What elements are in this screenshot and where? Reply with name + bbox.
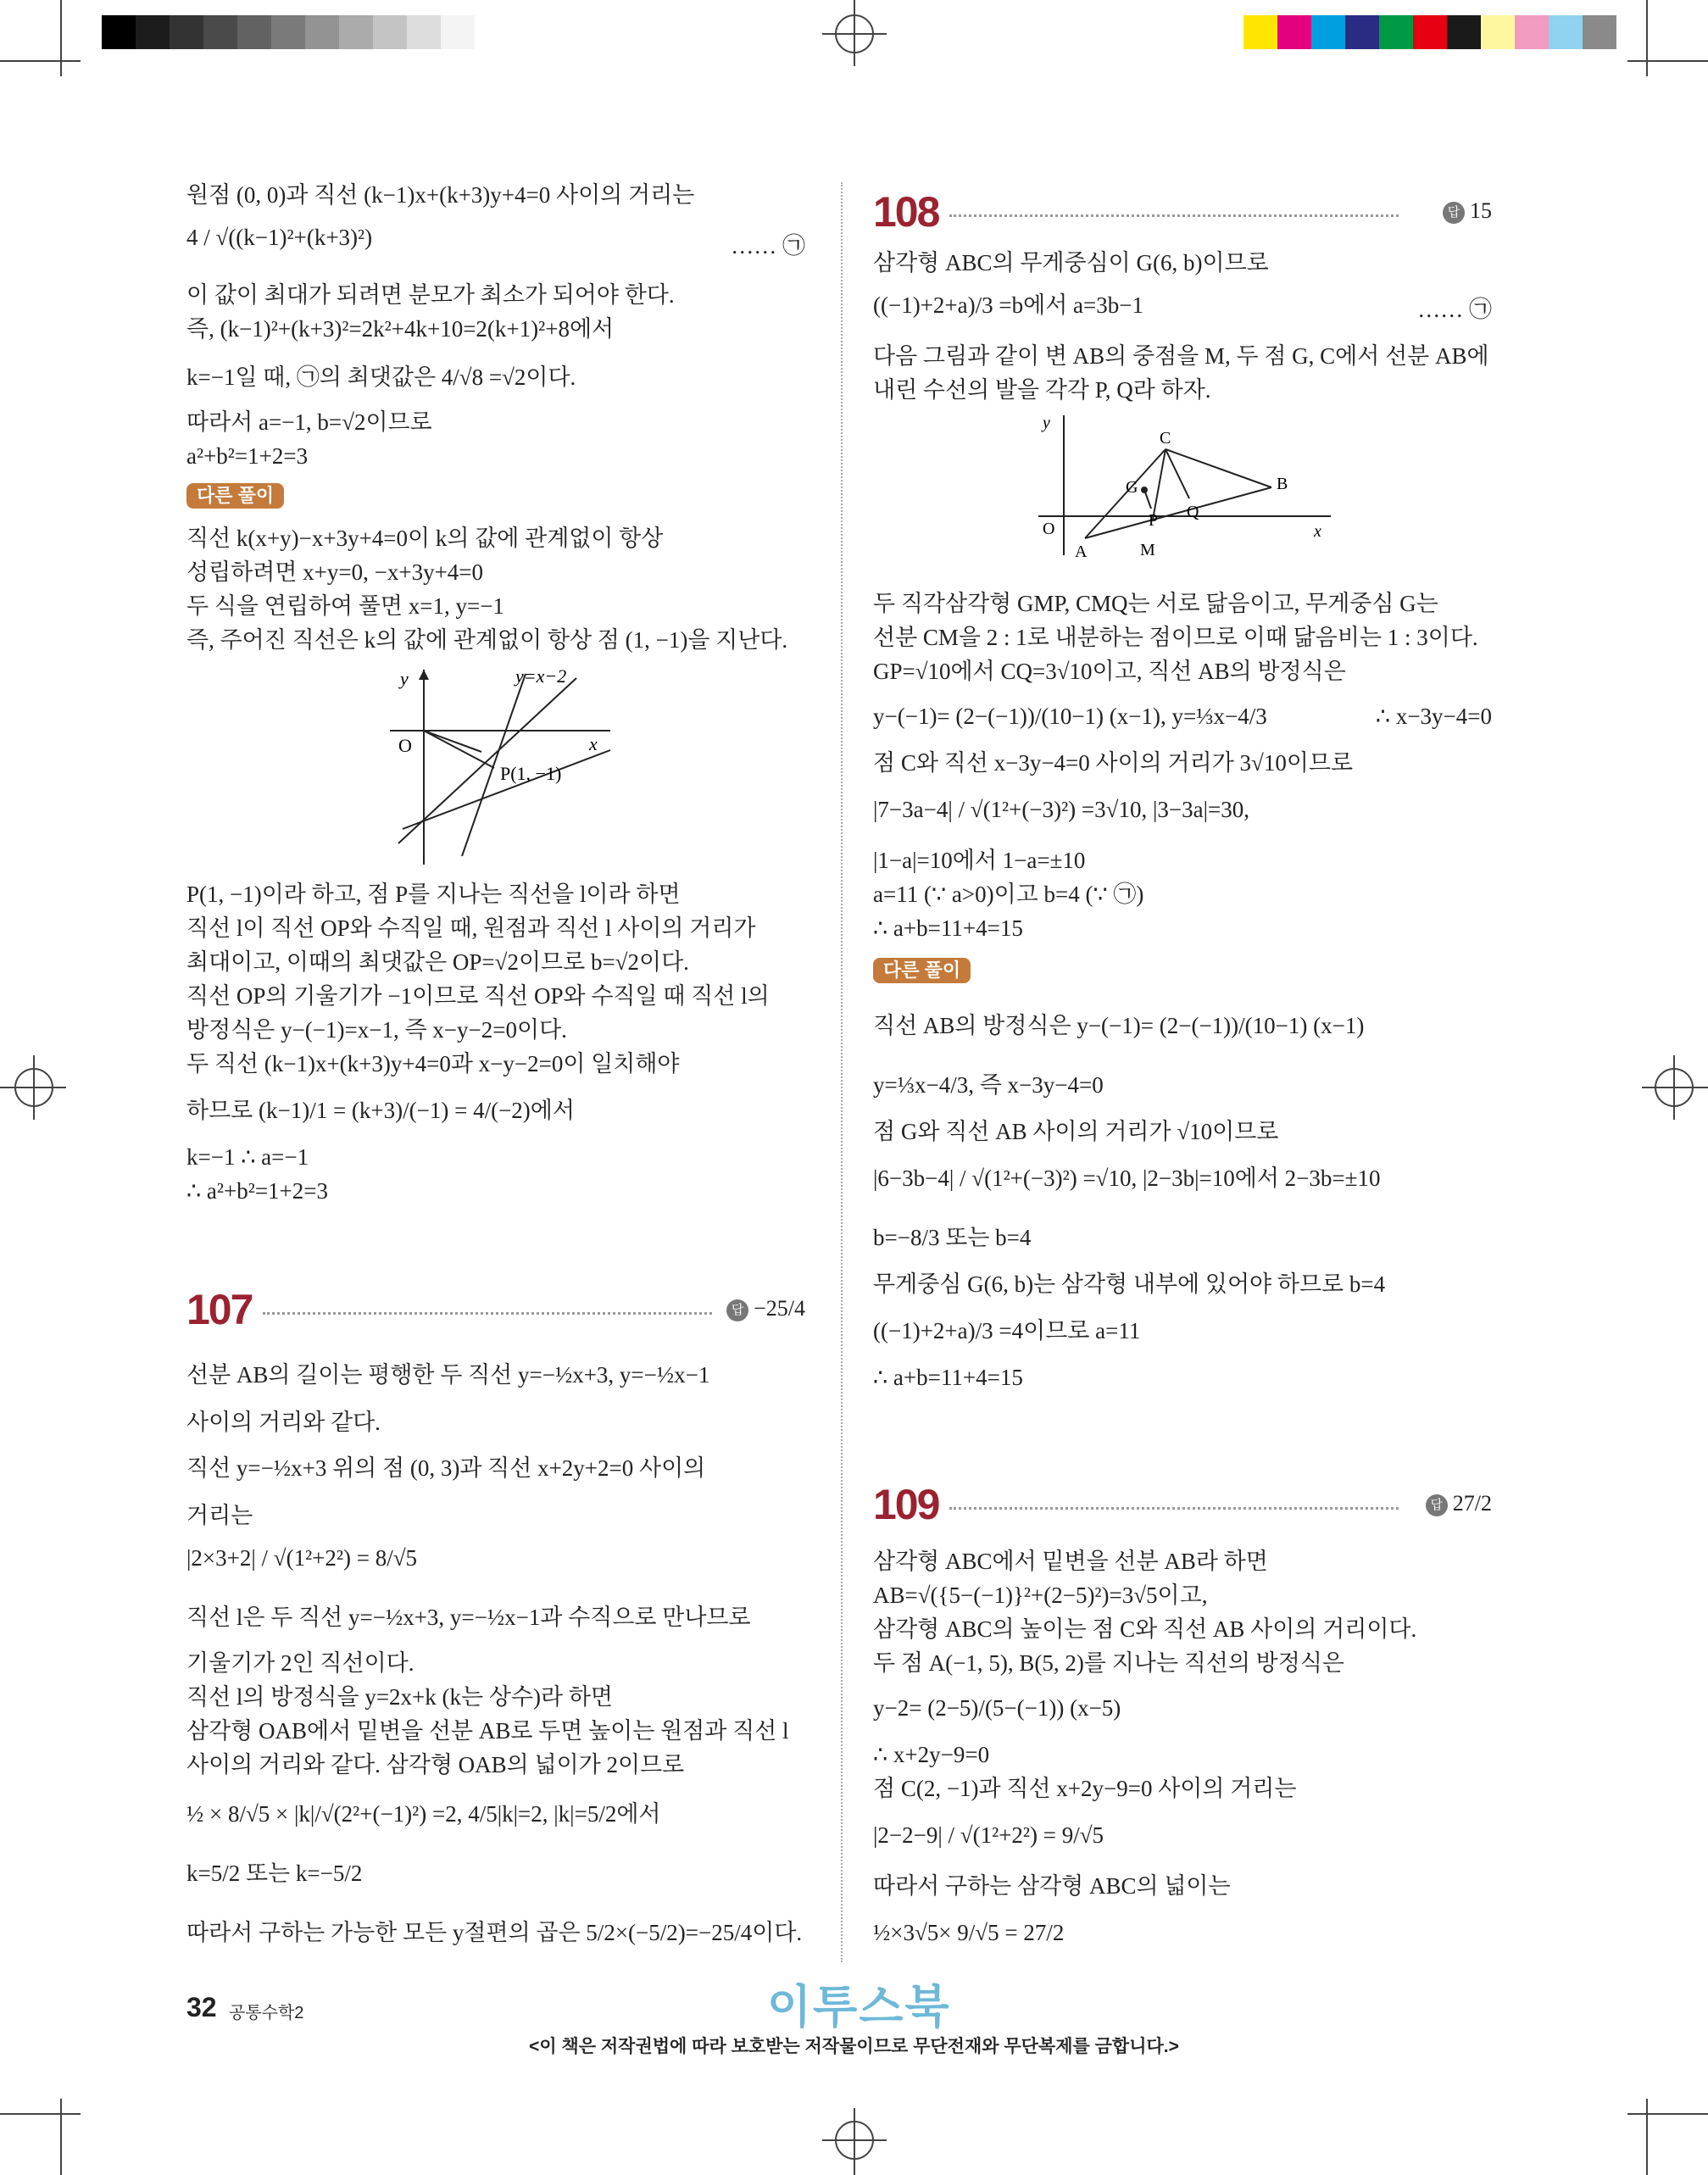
text-line: y−2= (2−5)/(5−(−1)) (x−5) bbox=[873, 1695, 1121, 1721]
text-line: ((−1)+2+a)/3 =4이므로 a=11 bbox=[873, 1318, 1141, 1343]
text-line: 즉, 주어진 직선은 k의 값에 관계없이 항상 점 (1, −1)을 지난다. bbox=[186, 627, 788, 653]
line-label: y=x−2 bbox=[515, 665, 567, 687]
text-line: 직선 l은 두 직선 y=−½x+3, y=−½x−1과 수직으로 만나므로 bbox=[186, 1605, 751, 1630]
answer-icon: 답 bbox=[1426, 1494, 1448, 1516]
text-line: 직선 k(x+y)−x+3y+4=0이 k의 값에 관계없이 항상 bbox=[186, 526, 664, 551]
answer-value: 27/2 bbox=[1452, 1491, 1492, 1516]
text-line: 무게중심 G(6, b)는 삼각형 내부에 있어야 하므로 b=4 bbox=[873, 1271, 1386, 1297]
text-line: k=−1 ∴ a=−1 bbox=[186, 1144, 309, 1170]
text-line: 선분 CM을 2 : 1로 내분하는 점이므로 이때 닮음비는 1 : 3이다. bbox=[873, 625, 1478, 650]
text-line: GP=√10에서 CQ=3√10이고, 직선 AB의 방정식은 bbox=[873, 659, 1346, 684]
axis-label: x bbox=[1314, 522, 1321, 541]
book-title: 공통수학2 bbox=[229, 2004, 304, 2022]
graph-triangle-abc bbox=[1026, 411, 1348, 581]
text-line: 성립하려면 x+y=0, −x+3y+4=0 bbox=[186, 559, 484, 585]
answer-box bbox=[1426, 1487, 1492, 1521]
text-line: 거리는 bbox=[186, 1503, 253, 1528]
copyright-notice: <이 책은 저작권법에 따라 보호받는 저작물이므로 무단전재와 무단복제를 금합니다.> bbox=[529, 2037, 1179, 2056]
text-line: 원점 (0, 0)과 직선 (k−1)x+(k+3)y+4=0 사이의 거리는 bbox=[186, 182, 695, 208]
origin-label: O bbox=[398, 735, 412, 756]
text-line: 점 C(2, −1)과 직선 x+2y−9=0 사이의 거리는 bbox=[873, 1776, 1297, 1801]
axis-label: x bbox=[589, 733, 598, 754]
text-line: 기울기가 2인 직선이다. bbox=[186, 1650, 414, 1676]
text-line: 사이의 거리와 같다. 삼각형 OAB의 넓이가 2이므로 bbox=[186, 1752, 685, 1777]
text-line: 삼각형 ABC의 높이는 점 C와 직선 AB 사이의 거리이다. bbox=[873, 1616, 1417, 1642]
equation-mark: …… ㉠ bbox=[1417, 297, 1492, 322]
text-line: ∴ a+b=11+4=15 bbox=[873, 1365, 1023, 1390]
question-109-header bbox=[873, 1475, 1492, 1534]
text-line: ((−1)+2+a)/3 =b에서 a=3b−1 bbox=[873, 292, 1143, 318]
text-line: 점 G와 직선 AB 사이의 거리가 √10이므로 bbox=[873, 1119, 1279, 1144]
text-line: 내린 수선의 발을 각각 P, Q라 하자. bbox=[873, 377, 1211, 403]
text-line: 두 점 A(−1, 5), B(5, 2)를 지나는 직선의 방정식은 bbox=[873, 1650, 1345, 1676]
text-line: 선분 AB의 길이는 평행한 두 직선 y=−½x+3, y=−½x−1 bbox=[186, 1362, 710, 1388]
publisher-logo: 이투스북 bbox=[767, 1982, 951, 2033]
text-line: AB=√({5−(−1)}²+(2−5)²)=3√5이고, bbox=[873, 1583, 1208, 1608]
text-line: 방정식은 y−(−1)=x−1, 즉 x−y−2=0이다. bbox=[186, 1017, 567, 1043]
answer-box bbox=[1443, 194, 1492, 228]
point-label: A bbox=[1075, 542, 1088, 561]
text-line: |6−3b−4| / √(1²+(−3)²) =√10, |2−3b|=10에서 2−3b=±10 bbox=[873, 1165, 1381, 1191]
answer-value: −25/4 bbox=[754, 1296, 805, 1321]
text-line: P(1, −1)이라 하고, 점 P를 지나는 직선을 l이라 하면 bbox=[186, 882, 681, 907]
axis-label: y bbox=[400, 668, 409, 689]
text-line: a=11 (∵ a>0)이고 b=4 (∵ ㉠) bbox=[873, 882, 1144, 907]
question-number: 108 bbox=[873, 188, 939, 236]
text-line: b=−8/3 또는 b=4 bbox=[873, 1225, 1032, 1250]
dotted-rule bbox=[949, 214, 1399, 217]
answer-icon: 답 bbox=[1443, 202, 1465, 224]
text-line: 두 직각삼각형 GMP, CMQ는 서로 닮음이고, 무게중심 G는 bbox=[873, 591, 1438, 616]
text-line: 직선 y=−½x+3 위의 점 (0, 3)과 직선 x+2y+2=0 사이의 bbox=[186, 1455, 706, 1481]
text-line: ∴ x+2y−9=0 bbox=[873, 1742, 990, 1767]
text-line: |2×3+2| / √(1²+2²) = 8/√5 bbox=[186, 1545, 418, 1571]
text-line: 직선 OP의 기울기가 −1이므로 직선 OP와 수직일 때 직선 l의 bbox=[186, 983, 770, 1009]
graph-lines-through-p bbox=[381, 661, 661, 865]
text-line: ∴ a²+b²=1+2=3 bbox=[186, 1178, 329, 1204]
question-number: 107 bbox=[186, 1286, 253, 1333]
point-label: C bbox=[1160, 429, 1171, 448]
point-label: M bbox=[1140, 541, 1155, 559]
point-label: G bbox=[1126, 478, 1138, 497]
point-label: P bbox=[1149, 511, 1159, 530]
text-line: 직선 l의 방정식을 y=2x+k (k는 상수)라 하면 bbox=[186, 1684, 614, 1710]
text-line: ½ × 8/√5 × |k|/√(2²+(−1)²) =2, 4/5|k|=2, |k|=5/2에서 bbox=[186, 1801, 661, 1827]
alt-solution-badge: 다른 풀이 bbox=[873, 958, 971, 983]
point-label: B bbox=[1277, 475, 1288, 493]
text-line: |7−3a−4| / √(1²+(−3)²) =3√10, |3−3a|=30, bbox=[873, 797, 1249, 822]
text-line: a²+b²=1+2=3 bbox=[186, 443, 309, 469]
text-line: 따라서 a=−1, b=√2이므로 bbox=[186, 409, 432, 435]
text-line: k=5/2 또는 k=−5/2 bbox=[186, 1861, 363, 1886]
column-divider bbox=[841, 182, 843, 1962]
point-label: P(1, −1) bbox=[500, 763, 562, 784]
dotted-rule bbox=[949, 1507, 1399, 1510]
text-line: 삼각형 OAB에서 밑변을 선분 AB로 두면 높이는 원점과 직선 l bbox=[186, 1718, 789, 1744]
answer-box bbox=[726, 1292, 805, 1326]
text-line: 따라서 구하는 가능한 모든 y절편의 곱은 5/2×(−5/2)=−25/4이다. bbox=[186, 1920, 803, 1945]
text-line: 직선 l이 직선 OP와 수직일 때, 원점과 직선 l 사이의 거리가 bbox=[186, 915, 756, 941]
page-number: 32 bbox=[186, 1992, 217, 2022]
text-line: ½×3√5× 9/√5 = 27/2 bbox=[873, 1920, 1065, 1945]
text-line: 4 / √((k−1)²+(k+3)²) bbox=[186, 225, 373, 250]
text-line: 직선 AB의 방정식은 y−(−1)= (2−(−1))/(10−1) (x−1) bbox=[873, 1013, 1365, 1038]
answer-value: 15 bbox=[1470, 198, 1492, 223]
text-line: 두 식을 연립하여 풀면 x=1, y=−1 bbox=[186, 593, 504, 619]
text-line: y=⅓x−4/3, 즉 x−3y−4=0 bbox=[873, 1072, 1104, 1098]
text-line: k=−1일 때, ㉠의 최댓값은 4/√8 =√2이다. bbox=[186, 364, 576, 390]
answer-icon: 답 bbox=[726, 1299, 748, 1321]
question-107-header bbox=[186, 1280, 805, 1339]
question-number: 109 bbox=[873, 1481, 939, 1528]
point-label: Q bbox=[1187, 503, 1199, 521]
text-line: |2−2−9| / √(1²+2²) = 9/√5 bbox=[873, 1822, 1104, 1848]
text-line: 두 직선 (k−1)x+(k+3)y+4=0과 x−y−2=0이 일치해야 bbox=[186, 1051, 680, 1076]
alt-solution-badge: 다른 풀이 bbox=[186, 483, 284, 509]
text-line: ∴ a+b=11+4=15 bbox=[873, 915, 1023, 941]
text-line: 삼각형 ABC의 무게중심이 G(6, b)이므로 bbox=[873, 250, 1269, 275]
equation-mark: ∴ x−3y−4=0 bbox=[1375, 704, 1492, 729]
text-line: 따라서 구하는 삼각형 ABC의 넓이는 bbox=[873, 1873, 1231, 1899]
origin-label: O bbox=[1043, 520, 1055, 538]
text-line: 삼각형 ABC에서 밑변을 선분 AB라 하면 bbox=[873, 1549, 1268, 1574]
axis-label: y bbox=[1043, 414, 1050, 432]
text-line: 최대이고, 이때의 최댓값은 OP=√2이므로 b=√2이다. bbox=[186, 949, 689, 975]
question-108-header bbox=[873, 182, 1492, 242]
dotted-rule bbox=[263, 1312, 712, 1315]
text-line: 즉, (k−1)²+(k+3)²=2k²+4k+10=2(k+1)²+8에서 bbox=[186, 316, 615, 342]
text-line: 이 값이 최대가 되려면 분모가 최소가 되어야 한다. bbox=[186, 282, 675, 308]
text-line: 하므로 (k−1)/1 = (k+3)/(−1) = 4/(−2)에서 bbox=[186, 1098, 575, 1123]
text-line: 점 C와 직선 x−3y−4=0 사이의 거리가 3√10이므로 bbox=[873, 750, 1354, 776]
text-line: |1−a|=10에서 1−a=±10 bbox=[873, 848, 1086, 873]
equation-mark: …… ㉠ bbox=[731, 233, 805, 259]
text-line: 다음 그림과 같이 변 AB의 중점을 M, 두 점 G, C에서 선분 AB에 bbox=[873, 343, 1489, 369]
text-line: 사이의 거리와 같다. bbox=[186, 1410, 381, 1435]
text-line: y−(−1)= (2−(−1))/(10−1) (x−1), y=⅓x−4/3 bbox=[873, 704, 1267, 729]
